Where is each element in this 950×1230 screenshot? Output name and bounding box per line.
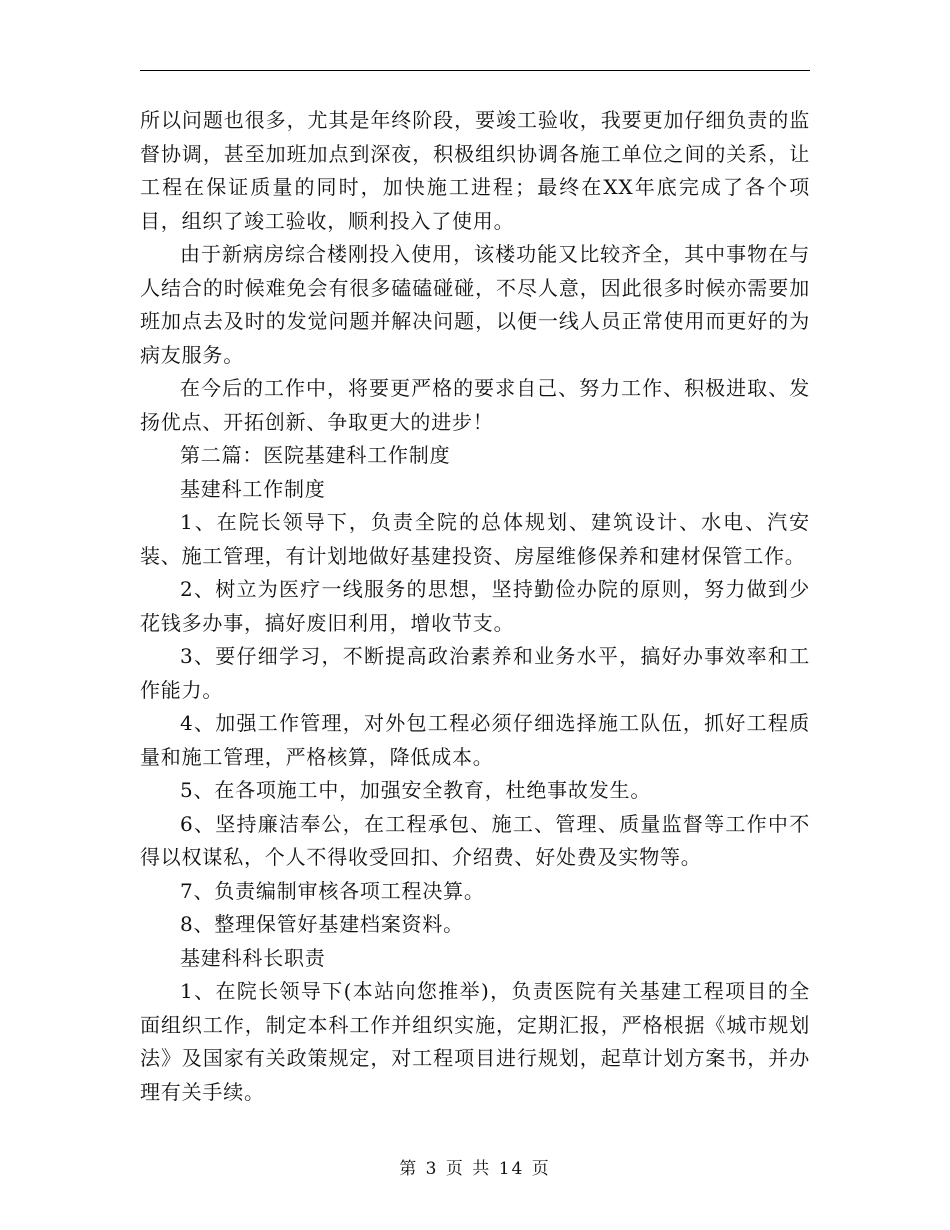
paragraph: 在今后的工作中，将要更严格的要求自己、努力工作、积极进取、发扬优点、开拓创新、争取更大的进步！ — [140, 376, 810, 434]
page-number: 第 3 页 共 14 页 — [399, 1159, 551, 1179]
paragraph: 所以问题也很多，尤其是年终阶段，要竣工验收，我要更加仔细负责的监督协调，甚至加班加点到深夜，积极组织协调各施工单位之间的关系，让工程在保证质量的同时，加快施工进程；最终在XX年底完成了各个项目，组织了竣工验收，顺利投入了使用。 — [140, 108, 810, 233]
header-rule — [140, 70, 810, 71]
subsection-title: 基建科科长职责 — [180, 945, 326, 970]
rule-item: 8、整理保管好基建档案资料。 — [180, 912, 464, 936]
subsection-title: 基建科工作制度 — [180, 476, 326, 501]
section-title: 第二篇：医院基建科工作制度 — [180, 443, 451, 467]
rule-item: 7、负责编制审核各项工程决算。 — [180, 878, 485, 903]
document-body — [140, 104, 810, 1109]
rule-item: 2、树立为医疗一线服务的思想，坚持勤俭办院的原则，努力做到少花钱多办事，搞好废旧利用，增收节支。 — [140, 577, 810, 635]
rule-item: 3、要仔细学习，不断提高政治素养和业务水平，搞好办事效率和工作能力。 — [140, 644, 810, 702]
paragraph: 由于新病房综合楼刚投入使用，该楼功能又比较齐全，其中事物在与人结合的时候难免会有很多磕磕碰碰，不尽人意，因此很多时候亦需要加班加点去及时的发觉问题并解决问题，以便一线人员正常使用而更好的为病友服务。 — [140, 242, 810, 367]
rule-item: 4、加强工作管理，对外包工程必须仔细选择施工队伍，抓好工程质量和施工管理，严格核算，降低成本。 — [140, 711, 810, 769]
rule-item: 6、坚持廉洁奉公，在工程承包、施工、管理、质量监督等工作中不得以权谋私，个人不得收受回扣、介绍费、好处费及实物等。 — [140, 811, 810, 869]
rule-item: 5、在各项施工中，加强安全教育，杜绝事故发生。 — [180, 778, 652, 802]
rule-item: 1、在院长领导下，负责全院的总体规划、建筑设计、水电、汽安装、施工管理，有计划地做好基建投资、房屋维修保养和建材保管工作。 — [140, 510, 810, 568]
duty-item: 1、在院长领导下(本站向您推举)，负责医院有关基建工程项目的全面组织工作，制定本科工作并组织实施，定期汇报，严格根据《城市规划法》及国家有关政策规定，对工程项目进行规划，起草计划方案书，并办理有关手续。 — [140, 979, 810, 1104]
